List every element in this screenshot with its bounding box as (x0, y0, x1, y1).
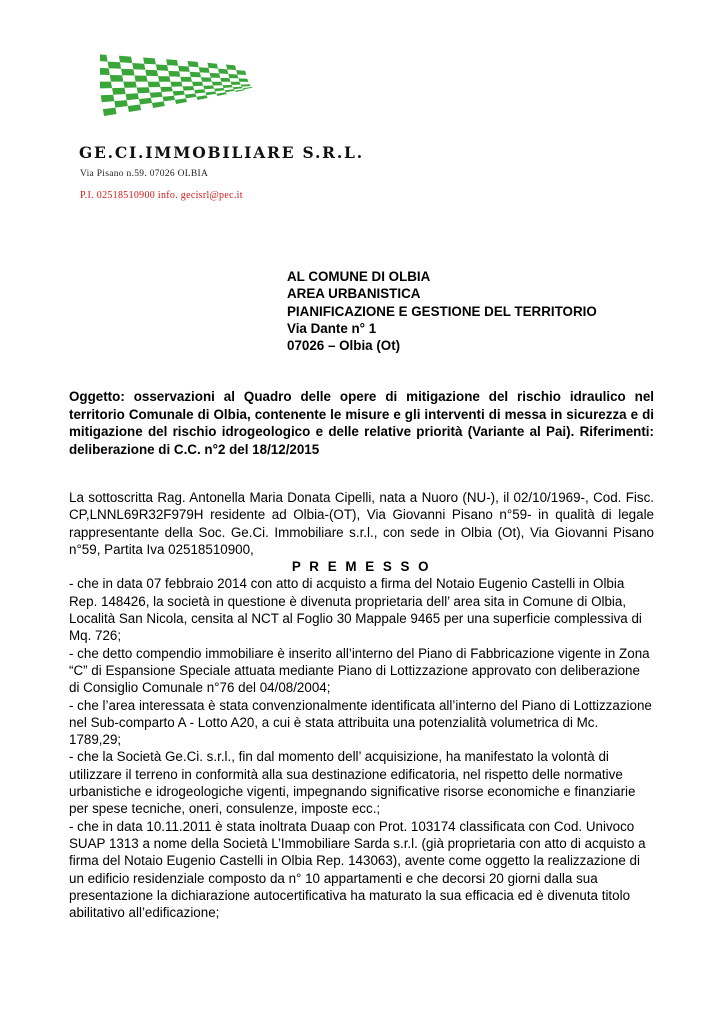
logo-tile (166, 59, 178, 66)
logo-tile (100, 82, 112, 89)
logo-tile (180, 77, 192, 82)
premesso-item: - che detto compendio immobiliare è inserito all’interno del Piano di Fabbricazione vigente in Zona “C” di Espansione Speciale attuata mediante Piano di Lottizzazione approvato con deliberazione di Consiglio Comunale n°76 del 04/08/2004; (69, 645, 650, 696)
logo-tile (214, 88, 225, 91)
premesso-heading: P R E M E S S O (291, 559, 432, 575)
logo-tile (150, 92, 163, 98)
logo-tile (222, 85, 232, 88)
premesso-item: - che in data 07 febbraio 2014 con atto di acquisto a firma del Notaio Eugenio Castelli in Olbia Rep. 148426, la società in questione è divenuta proprietaria dell’ area sita in Comune di Olbia, Località San Nicola, censita al NCT al Foglio 30 Mappale 9465 per una superficie complessiva di Mq. 726; (69, 576, 642, 644)
logo-tile (137, 87, 150, 93)
logo-tile (203, 86, 214, 90)
logo-tile (243, 87, 253, 89)
recipient-line: PIANIFICAZIONE E GESTIONE DEL TERRITORIO (287, 303, 597, 319)
logo-tile (100, 68, 110, 75)
recipient-line: AL COMUNE DI OLBIA (287, 269, 431, 284)
logo-tile (233, 87, 243, 90)
logo-tile (178, 66, 190, 72)
logo-tile (114, 100, 128, 108)
logo-tile (238, 78, 248, 82)
logo-tile (135, 76, 148, 82)
logo-tile (225, 89, 235, 92)
premesso-item: - che in data 10.11.2011 è stata inoltrata Duaap con Prot. 103174 classificata con Cod. Univoco SUAP 1313 a nome della Società L’Immobiliare Sarda s.r.l. (già proprietaria con atto di acquisto a firma del Notaio Eugenio Castelli in Olbia Rep. 143063), avente come oggetto la realizzazione di un edificio residenziale composto da n° 10 appartamenti e che decorsi 20 giorni dalla sua presentazione la dichiarazione autocertificativa ha maturato la sua efficacia ed è divenuta titolo abilitativo all’edificazione; (69, 818, 646, 921)
logo-tile (183, 86, 195, 91)
logo-tile (112, 88, 126, 95)
logo-tile (168, 71, 180, 77)
logo-tile (218, 69, 228, 74)
logo-tile (110, 75, 124, 82)
logo-tile (199, 67, 210, 73)
recipient-block (287, 268, 597, 354)
logo-tile (148, 82, 161, 88)
logo-tile (163, 96, 175, 102)
logo-tile (231, 82, 241, 85)
premesso-item: - che l’area interessata è stata convenzionalmente identificata all’interno del Piano di Lottizzazione nel Sub-comparto A - Lotto A20, a cui è stata attribuita una potenzialità volumetrica di Mc. 1789,29; (69, 697, 652, 748)
logo-tile (128, 105, 141, 113)
logo-tile (119, 56, 132, 63)
company-contacts: P.I. 02518510900 info. gecisrl@pec.it (80, 190, 243, 201)
logo-tile (201, 77, 212, 82)
logo-tile (185, 94, 197, 99)
logo-tile (210, 73, 221, 78)
logo-tile (152, 101, 165, 108)
recipient-line: 07026 – Olbia (Ot) (287, 338, 401, 354)
company-name: GE.CI.IMMOBILIARE S.R.L. (79, 143, 364, 162)
logo-tile (192, 82, 203, 86)
subject-paragraph: Oggetto: osservazioni al Quadro delle opere di mitigazione del rischio idraulico nel territorio Comunale di Olbia, contenente le misure e gli interventi di messa in sicurezza e di mitigazione del rischio idrogeologico e delle relative priorità (Variante al Pai). Riferimenti: deliberazione di C.C. n°2 del 18/12/2015 (69, 389, 654, 457)
logo-tile (194, 89, 205, 93)
company-logo (100, 38, 260, 128)
logo-tile (126, 93, 139, 100)
logo-tile (145, 70, 158, 76)
logo-tile (190, 72, 201, 77)
logo-tile (123, 82, 136, 88)
logo-tile (188, 61, 199, 67)
logo-tile (121, 69, 134, 76)
logo-tile (100, 54, 108, 62)
logo-tile (143, 58, 156, 65)
logo-tile (220, 78, 230, 82)
logo-tile (212, 82, 223, 86)
logo-tile (103, 108, 117, 116)
company-address: Via Pisano n.59. 07026 OLBIA (80, 169, 209, 179)
intro-paragraph: La sottoscritta Rag. Antonella Maria Donata Cipelli, nata a Nuoro (NU-), il 02/10/1969-, Cod. Fisc. CP,LNNL69R32F979H residente ad Olbia-(OT), Via Giovanni Pisano n°59- in qualità di legale rappresentante della Soc. Ge.Ci. Immobiliare s.r.l., con sede in Olbia (Ot), Via Giovanni Pisano n°59, Partita Iva 02518510900, (69, 490, 654, 557)
logo-tile (216, 92, 227, 96)
letter-body (69, 489, 654, 921)
recipient-line: Via Dante n° 1 (287, 320, 377, 336)
logo-tile (139, 98, 152, 105)
logo-tile (207, 63, 218, 69)
green-grid-logo-icon (100, 38, 260, 128)
logo-tile (241, 84, 251, 86)
recipient-line: AREA URBANISTICA (287, 286, 421, 302)
premesso-item: - che la Società Ge.Ci. s.r.l., fin dal momento dell’ acquisizione, ha manifestato la volontà di utilizzare il terreno in conformità alla sua destinazione edificatoria, nel rispetto delle normative urbanistiche e idrogeologiche vigenti, impegnando significative risorse economiche e finanziarie per spese tecniche, oneri, consulenze, imposte ecc.; (69, 749, 636, 817)
logo-tile (173, 91, 185, 96)
logo-tile (101, 95, 115, 103)
logo-tile (175, 98, 187, 104)
logo-tile (228, 74, 238, 78)
logo-tile (196, 95, 207, 100)
logo-tile (235, 89, 245, 92)
logo-tile (108, 62, 122, 69)
logo-tile (171, 82, 183, 87)
logo-tile (158, 76, 170, 82)
logo-tile (236, 70, 246, 75)
logo-tile (226, 65, 236, 71)
logo-tile (160, 87, 173, 92)
logo-tile (205, 91, 216, 95)
logo-tile (132, 63, 145, 70)
logo-tile (156, 64, 168, 71)
